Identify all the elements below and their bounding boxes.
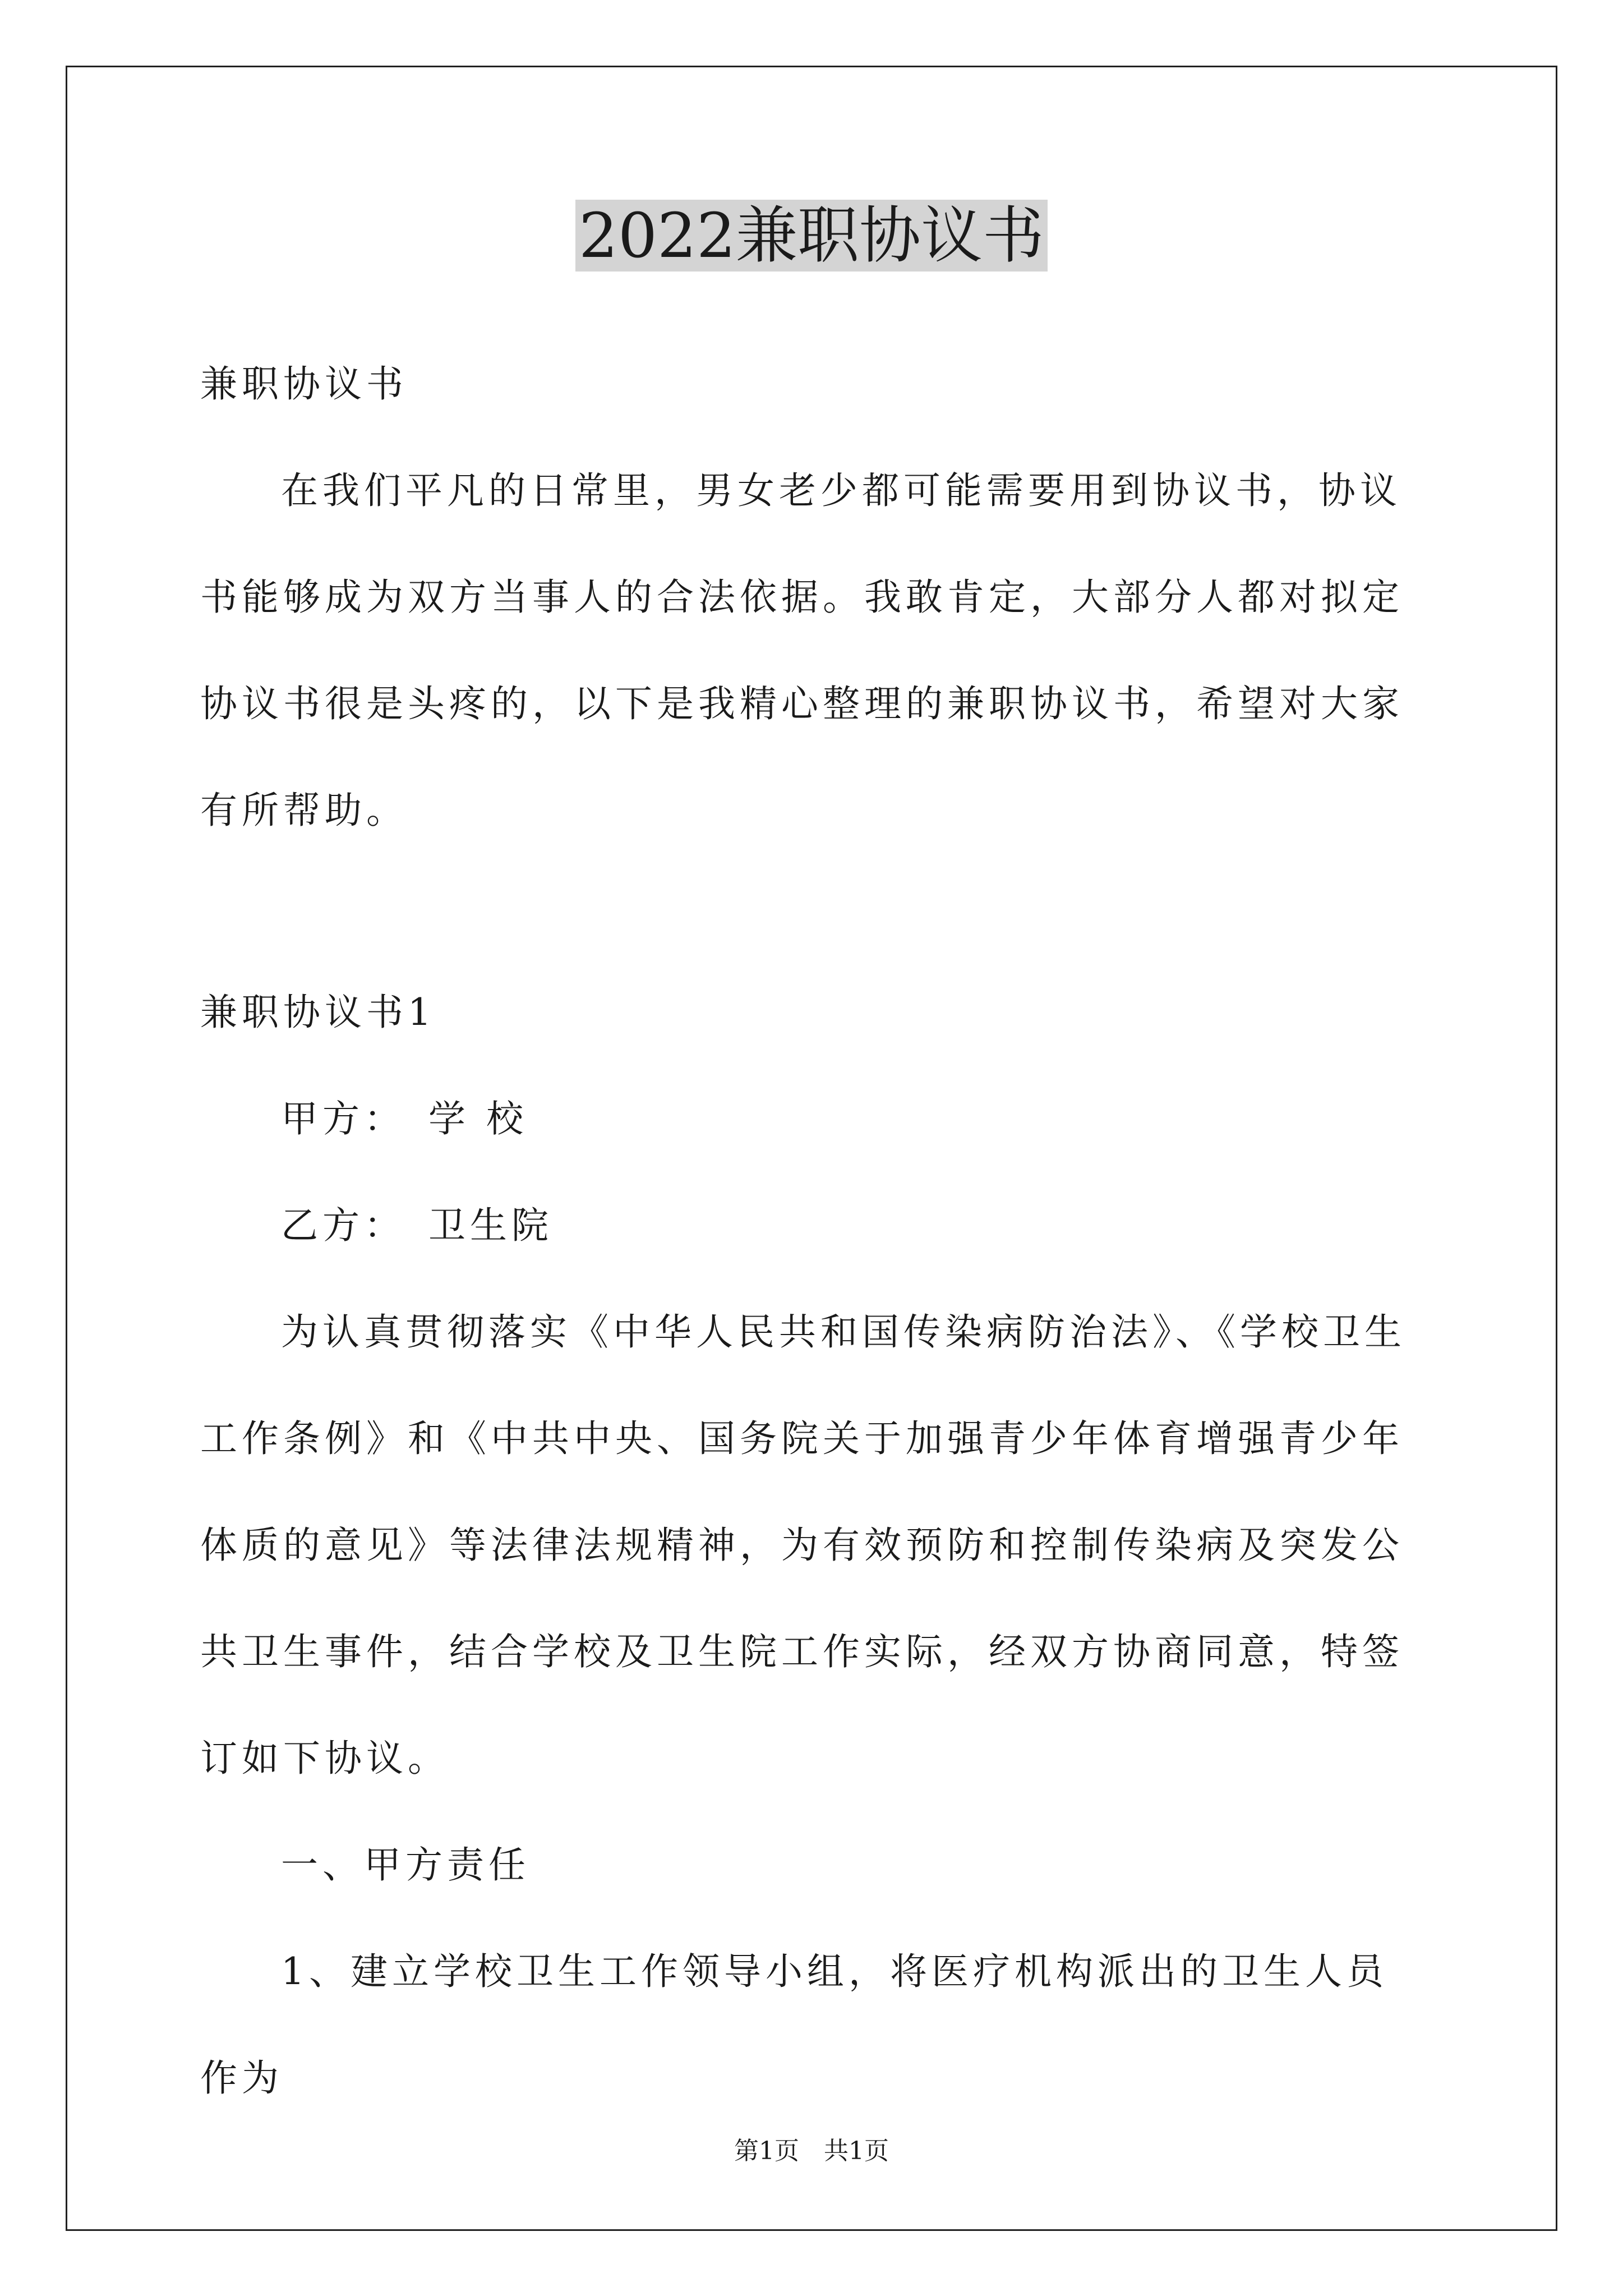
party-a: 甲方： 学 校 (281, 1097, 528, 1140)
party-b: 乙方： 卫生院 (281, 1204, 553, 1247)
agreement-body (200, 959, 1423, 2132)
document-title-text: 2022兼职协议书 (575, 200, 1048, 272)
page-footer: 第1页 共1页 (734, 2137, 889, 2165)
purpose-paragraph: 为认真贯彻落实《中华人民共和国传染病防治法》、《学校卫生工作条例》和《中共中央、国务院关于加强青少年体育增强青少年体质的意见》等法律法规精神，为有效预防和控制传染病及突发公共卫生事件，结合学校及卫生院工作实际，经双方协商同意，特签订如下协议。 (200, 1310, 1406, 1780)
heading-1: 兼职协议书 (200, 362, 408, 406)
document-body (200, 331, 1423, 864)
intro-paragraph: 在我们平凡的日常里，男女老少都可能需要用到协议书，协议书能够成为双方当事人的合法依据。我敢肯定，大部分人都对拟定协议书很是头疼的，以下是我精心整理的兼职协议书，希望对大家有所帮助。 (200, 469, 1404, 832)
section-1-title: 一、甲方责任 (281, 1843, 530, 1887)
document-title (0, 199, 1623, 272)
item-1: 1、建立学校卫生工作领导小组，将医疗机构派出的卫生人员作为 (200, 1950, 1388, 2100)
heading-2: 兼职协议书1 (200, 991, 436, 1034)
